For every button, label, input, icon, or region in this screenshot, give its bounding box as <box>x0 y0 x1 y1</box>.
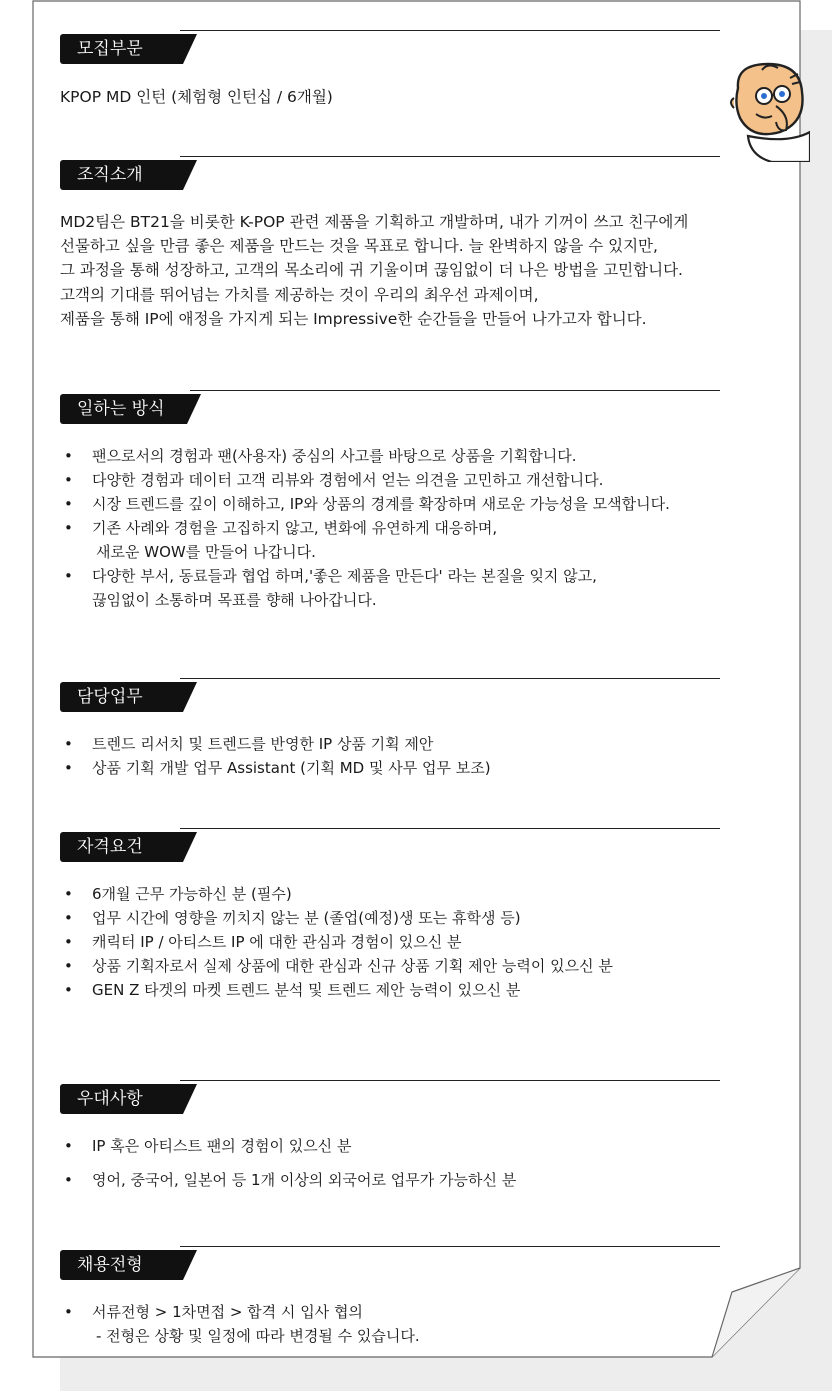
list-item <box>60 468 720 492</box>
preferences-list <box>60 1134 720 1192</box>
bullet: • <box>64 933 73 951</box>
bullet: • <box>64 735 73 753</box>
section-recruit <box>60 30 720 109</box>
list-item <box>60 516 720 564</box>
section-qualifications <box>60 828 720 1002</box>
section-title-badge: 담당업무 <box>60 682 183 712</box>
divider <box>190 390 720 391</box>
section-title-badge: 채용전형 <box>60 1250 183 1280</box>
bullet: • <box>64 981 73 999</box>
divider <box>180 1080 720 1081</box>
section-preferences <box>60 1080 720 1192</box>
bullet: • <box>64 957 73 975</box>
list-item <box>60 564 720 612</box>
list-item-text: 다양한 경험과 데이터 고객 리뷰와 경험에서 얻는 의견을 고민하고 개선합니다. <box>92 471 604 489</box>
section-title-badge: 조직소개 <box>60 160 183 190</box>
list-item <box>60 444 720 468</box>
qualifications-list <box>60 882 720 1002</box>
divider <box>180 156 720 157</box>
list-item-text: 서류전형 > 1차면접 > 합격 시 입사 협의 <box>92 1303 363 1321</box>
divider <box>180 1246 720 1247</box>
list-item <box>60 978 720 1002</box>
bullet: • <box>64 1303 73 1321</box>
list-item <box>60 906 720 930</box>
section-work-style <box>60 390 720 612</box>
bullet: • <box>64 495 73 513</box>
organization-text <box>60 210 720 331</box>
list-item-text: 상품 기획 개발 업무 Assistant (기획 MD 및 사무 업무 보조) <box>92 759 491 777</box>
work-style-list <box>60 444 720 612</box>
section-header <box>60 1080 720 1114</box>
section-header <box>60 1246 720 1280</box>
list-item-text: 팬으로서의 경험과 팬(사용자) 중심의 사고를 바탕으로 상품을 기획합니다. <box>92 447 577 465</box>
list-item-text: 트렌드 리서치 및 트렌드를 반영한 IP 상품 기획 제안 <box>92 735 434 753</box>
section-header <box>60 678 720 712</box>
list-item <box>60 732 720 756</box>
section-organization <box>60 156 720 331</box>
hiring-process-list <box>60 1300 720 1348</box>
bullet: • <box>64 567 73 585</box>
list-item <box>60 882 720 906</box>
bullet: • <box>64 1137 73 1155</box>
list-item-text: 상품 기획자로서 실제 상품에 대한 관심과 신규 상품 기획 제안 능력이 있으신 분 <box>92 957 613 975</box>
list-item-text: 업무 시간에 영향을 끼치지 않는 분 (졸업(예정)생 또는 휴학생 등) <box>92 909 521 927</box>
bullet: • <box>64 447 73 465</box>
list-item-text: 영어, 중국어, 일본어 등 1개 이상의 외국어로 업무가 가능하신 분 <box>92 1171 517 1189</box>
section-title-badge: 모집부문 <box>60 34 183 64</box>
bullet: • <box>64 471 73 489</box>
section-title-badge: 일하는 방식 <box>60 394 187 424</box>
section-header <box>60 828 720 862</box>
list-item-text: 6개월 근무 가능하신 분 (필수) <box>92 885 292 903</box>
list-item-continuation: 끊임없이 소통하며 목표를 향해 나아갑니다. <box>92 591 377 609</box>
list-item <box>60 930 720 954</box>
list-item <box>60 1300 720 1348</box>
list-item-text: IP 혹은 아티스트 팬의 경험이 있으신 분 <box>92 1137 352 1155</box>
list-item-text: 시장 트렌드를 깊이 이해하고, IP와 상품의 경계를 확장하며 새로운 가능성을 모색합니다. <box>92 495 670 513</box>
section-header <box>60 390 720 424</box>
bullet: • <box>64 519 73 537</box>
bullet: • <box>64 909 73 927</box>
list-item-text: 기존 사례와 경험을 고집하지 않고, 변화에 유연하게 대응하며, <box>92 519 498 537</box>
recruit-text: KPOP MD 인턴 (체험형 인턴십 / 6개월) <box>60 88 333 106</box>
list-item <box>60 954 720 978</box>
section-duties <box>60 678 720 780</box>
character-mascot-icon <box>728 58 810 162</box>
list-item <box>60 1168 720 1192</box>
text-line: MD2팀은 BT21을 비롯한 K-POP 관련 제품을 기획하고 개발하며, 내가 기꺼이 쓰고 친구에게 <box>60 213 689 231</box>
section-title-badge: 우대사항 <box>60 1084 183 1114</box>
list-item-continuation: 새로운 WOW를 만들어 나갑니다. <box>96 543 316 561</box>
divider <box>180 678 720 679</box>
list-item <box>60 756 720 780</box>
text-line: 고객의 기대를 뛰어넘는 가치를 제공하는 것이 우리의 최우선 과제이며, <box>60 285 539 304</box>
bullet: • <box>64 1171 73 1189</box>
section-header <box>60 30 720 64</box>
text-line: 선물하고 싶을 만큼 좋은 제품을 만드는 것을 목표로 합니다. 늘 완벽하지 않을 수 있지만, <box>60 237 658 256</box>
list-item-text: 캐릭터 IP / 아티스트 IP 에 대한 관심과 경험이 있으신 분 <box>92 933 462 951</box>
bullet: • <box>64 885 73 903</box>
list-item <box>60 492 720 516</box>
process-note: - 전형은 상황 및 일정에 따라 변경될 수 있습니다. <box>96 1327 420 1345</box>
divider <box>180 30 720 31</box>
bullet: • <box>64 759 73 777</box>
list-item <box>60 1134 720 1158</box>
duties-list <box>60 732 720 780</box>
divider <box>180 828 720 829</box>
section-header <box>60 156 720 190</box>
section-hiring-process <box>60 1246 720 1348</box>
list-item-text: 다양한 부서, 동료들과 협업 하며,'좋은 제품을 만든다' 라는 본질을 잊지 않고, <box>92 567 597 585</box>
text-line: 제품을 통해 IP에 애정을 가지게 되는 Impressive한 순간들을 만들어 나가고자 합니다. <box>60 309 647 328</box>
section-title-badge: 자격요건 <box>60 832 183 862</box>
text-line: 그 과정을 통해 성장하고, 고객의 목소리에 귀 기울이며 끊임없이 더 나은 방법을 고민합니다. <box>60 261 683 280</box>
list-item-text: GEN Z 타겟의 마켓 트렌드 분석 및 트렌드 제안 능력이 있으신 분 <box>92 981 521 999</box>
